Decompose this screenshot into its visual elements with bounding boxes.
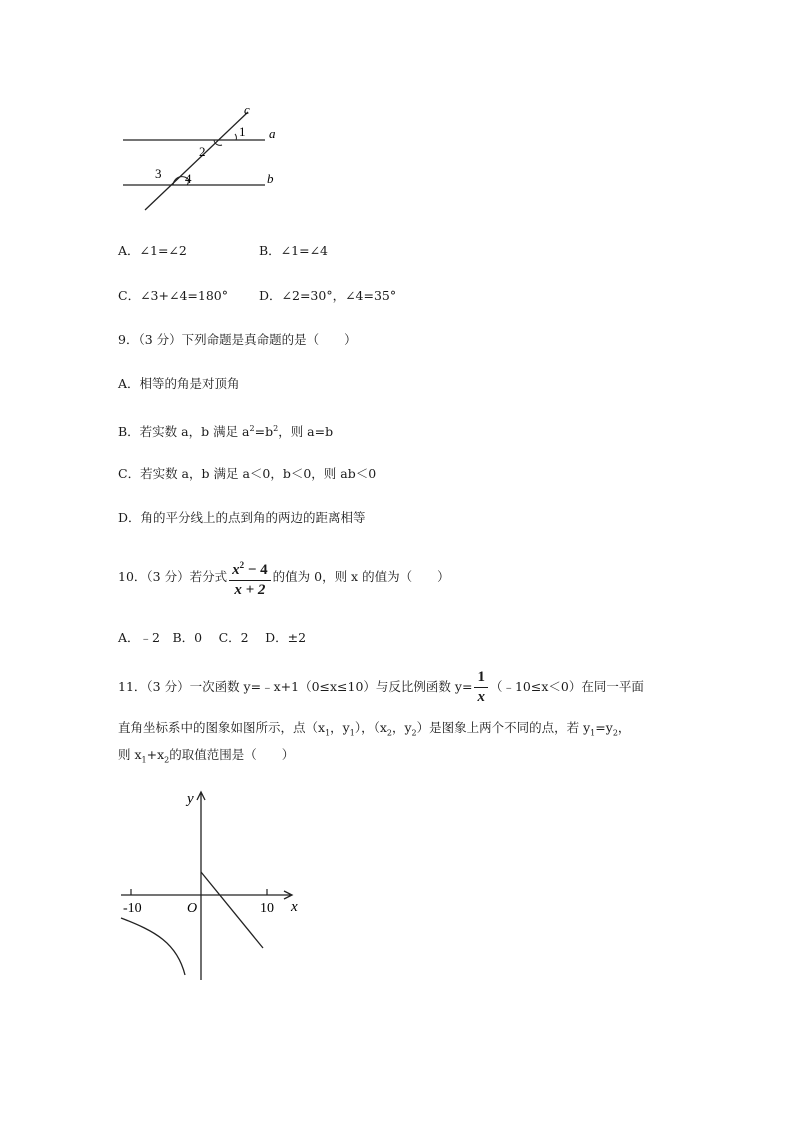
q9-option-b-post: ，则 a=b xyxy=(278,424,334,440)
q11-stem-line2 xyxy=(118,720,630,742)
q11-denominator: x xyxy=(477,689,485,705)
linear-function-line xyxy=(201,872,263,948)
label-c: c xyxy=(244,102,250,117)
q9-option-d[interactable]: D．角的平分线上的点到角的两边的距离相等 xyxy=(118,510,366,525)
q8-option-c[interactable]: C．∠3+∠4=180° xyxy=(118,288,228,303)
angle-1-arc xyxy=(235,134,236,140)
q11-numerator: 1 xyxy=(474,669,488,688)
q9-option-c[interactable]: C．若实数 a，b 满足 a＜0，b＜0，则 ab＜0 xyxy=(118,466,377,481)
q11-post: （﹣10≤x＜0）在同一平面 xyxy=(489,679,644,694)
q10-num-rest: − 4 xyxy=(244,561,268,578)
q10-numerator xyxy=(229,557,271,581)
q11-l2-a: 直角坐标系中的图象如图所示，点（x xyxy=(118,720,326,735)
q9-sup-1: 2 xyxy=(249,424,255,433)
label-a: a xyxy=(269,126,276,141)
origin-label: O xyxy=(187,901,198,916)
function-graph-figure xyxy=(115,785,310,985)
q10-num-var: x xyxy=(232,561,240,578)
line-c xyxy=(145,112,248,210)
q9-option-a[interactable]: A．相等的角是对顶角 xyxy=(118,376,240,391)
q11-l2-d: ，y xyxy=(391,720,412,735)
inverse-function-curve xyxy=(121,918,185,975)
x-axis-label: x xyxy=(291,899,298,915)
label-b: b xyxy=(267,171,274,186)
q11-l3-b: +x xyxy=(146,747,165,762)
q10-num-exp: 2 xyxy=(239,559,245,570)
q11-l2-sub3: 2 xyxy=(386,728,392,738)
q10-pre: 10．（3 分）若分式 xyxy=(118,569,228,584)
q11-stem-line1 xyxy=(118,666,644,708)
q11-l2-sub1: 1 xyxy=(325,728,331,738)
q11-l3-a: 则 x xyxy=(118,747,142,762)
q11-l2-b: ，y xyxy=(330,720,350,735)
q8-option-d[interactable]: D．∠2=30°，∠4=35° xyxy=(259,288,397,303)
q11-l2-sub6: 2 xyxy=(612,728,618,738)
q11-l3-sub1: 1 xyxy=(141,755,147,765)
q11-l2-sub4: 2 xyxy=(411,728,417,738)
y-axis-label: y xyxy=(187,791,194,807)
q10-options[interactable]: A．﹣2 B．0 C．2 D．±2 xyxy=(118,630,307,645)
q8-option-b[interactable]: B．∠1=∠4 xyxy=(259,243,329,258)
q8-option-a[interactable]: A．∠1=∠2 xyxy=(118,243,187,258)
q11-l3-c: 的取值范围是（ ） xyxy=(169,747,295,762)
q10-fraction xyxy=(229,557,271,599)
q9-stem: 9．（3 分）下列命题是真命题的是（ ） xyxy=(118,332,357,347)
label-angle3: 3 xyxy=(155,166,162,181)
q11-l3-sub2: 2 xyxy=(164,755,170,765)
q11-l2-sub5: 1 xyxy=(590,728,596,738)
q8-options-row2 xyxy=(118,288,396,304)
q11-fraction xyxy=(474,669,488,706)
label-angle2: 2 xyxy=(199,144,206,159)
q11-l2-sub2: 1 xyxy=(349,728,355,738)
q10-denominator: x + 2 xyxy=(234,581,266,598)
parallel-lines-figure xyxy=(115,100,295,215)
q9-option-b-pre: B．若实数 a，b 满足 a xyxy=(118,424,250,440)
q11-l2-f: =y xyxy=(595,720,613,735)
q11-l2-g: ， xyxy=(617,720,631,735)
label-angle4: 4 xyxy=(185,171,192,186)
pos10-label: 10 xyxy=(260,901,274,916)
q9-option-b[interactable] xyxy=(118,421,333,440)
q9-option-b-mid: =b xyxy=(254,424,274,440)
q10-stem xyxy=(118,555,450,599)
neg10-label: -10 xyxy=(123,901,142,916)
q11-l2-c: ），（x xyxy=(354,720,387,735)
q10-post: 的值为 0，则 x 的值为（ ） xyxy=(272,569,450,584)
label-angle1: 1 xyxy=(239,124,246,139)
q11-pre: 11．（3 分）一次函数 y=﹣x+1（0≤x≤10）与反比例函数 y= xyxy=(118,679,473,694)
q8-options-row1 xyxy=(118,243,328,259)
q11-l2-e: ）是图象上两个不同的点，若 y xyxy=(416,720,591,735)
q11-stem-line3 xyxy=(118,747,294,769)
q9-sup-2: 2 xyxy=(273,424,279,433)
